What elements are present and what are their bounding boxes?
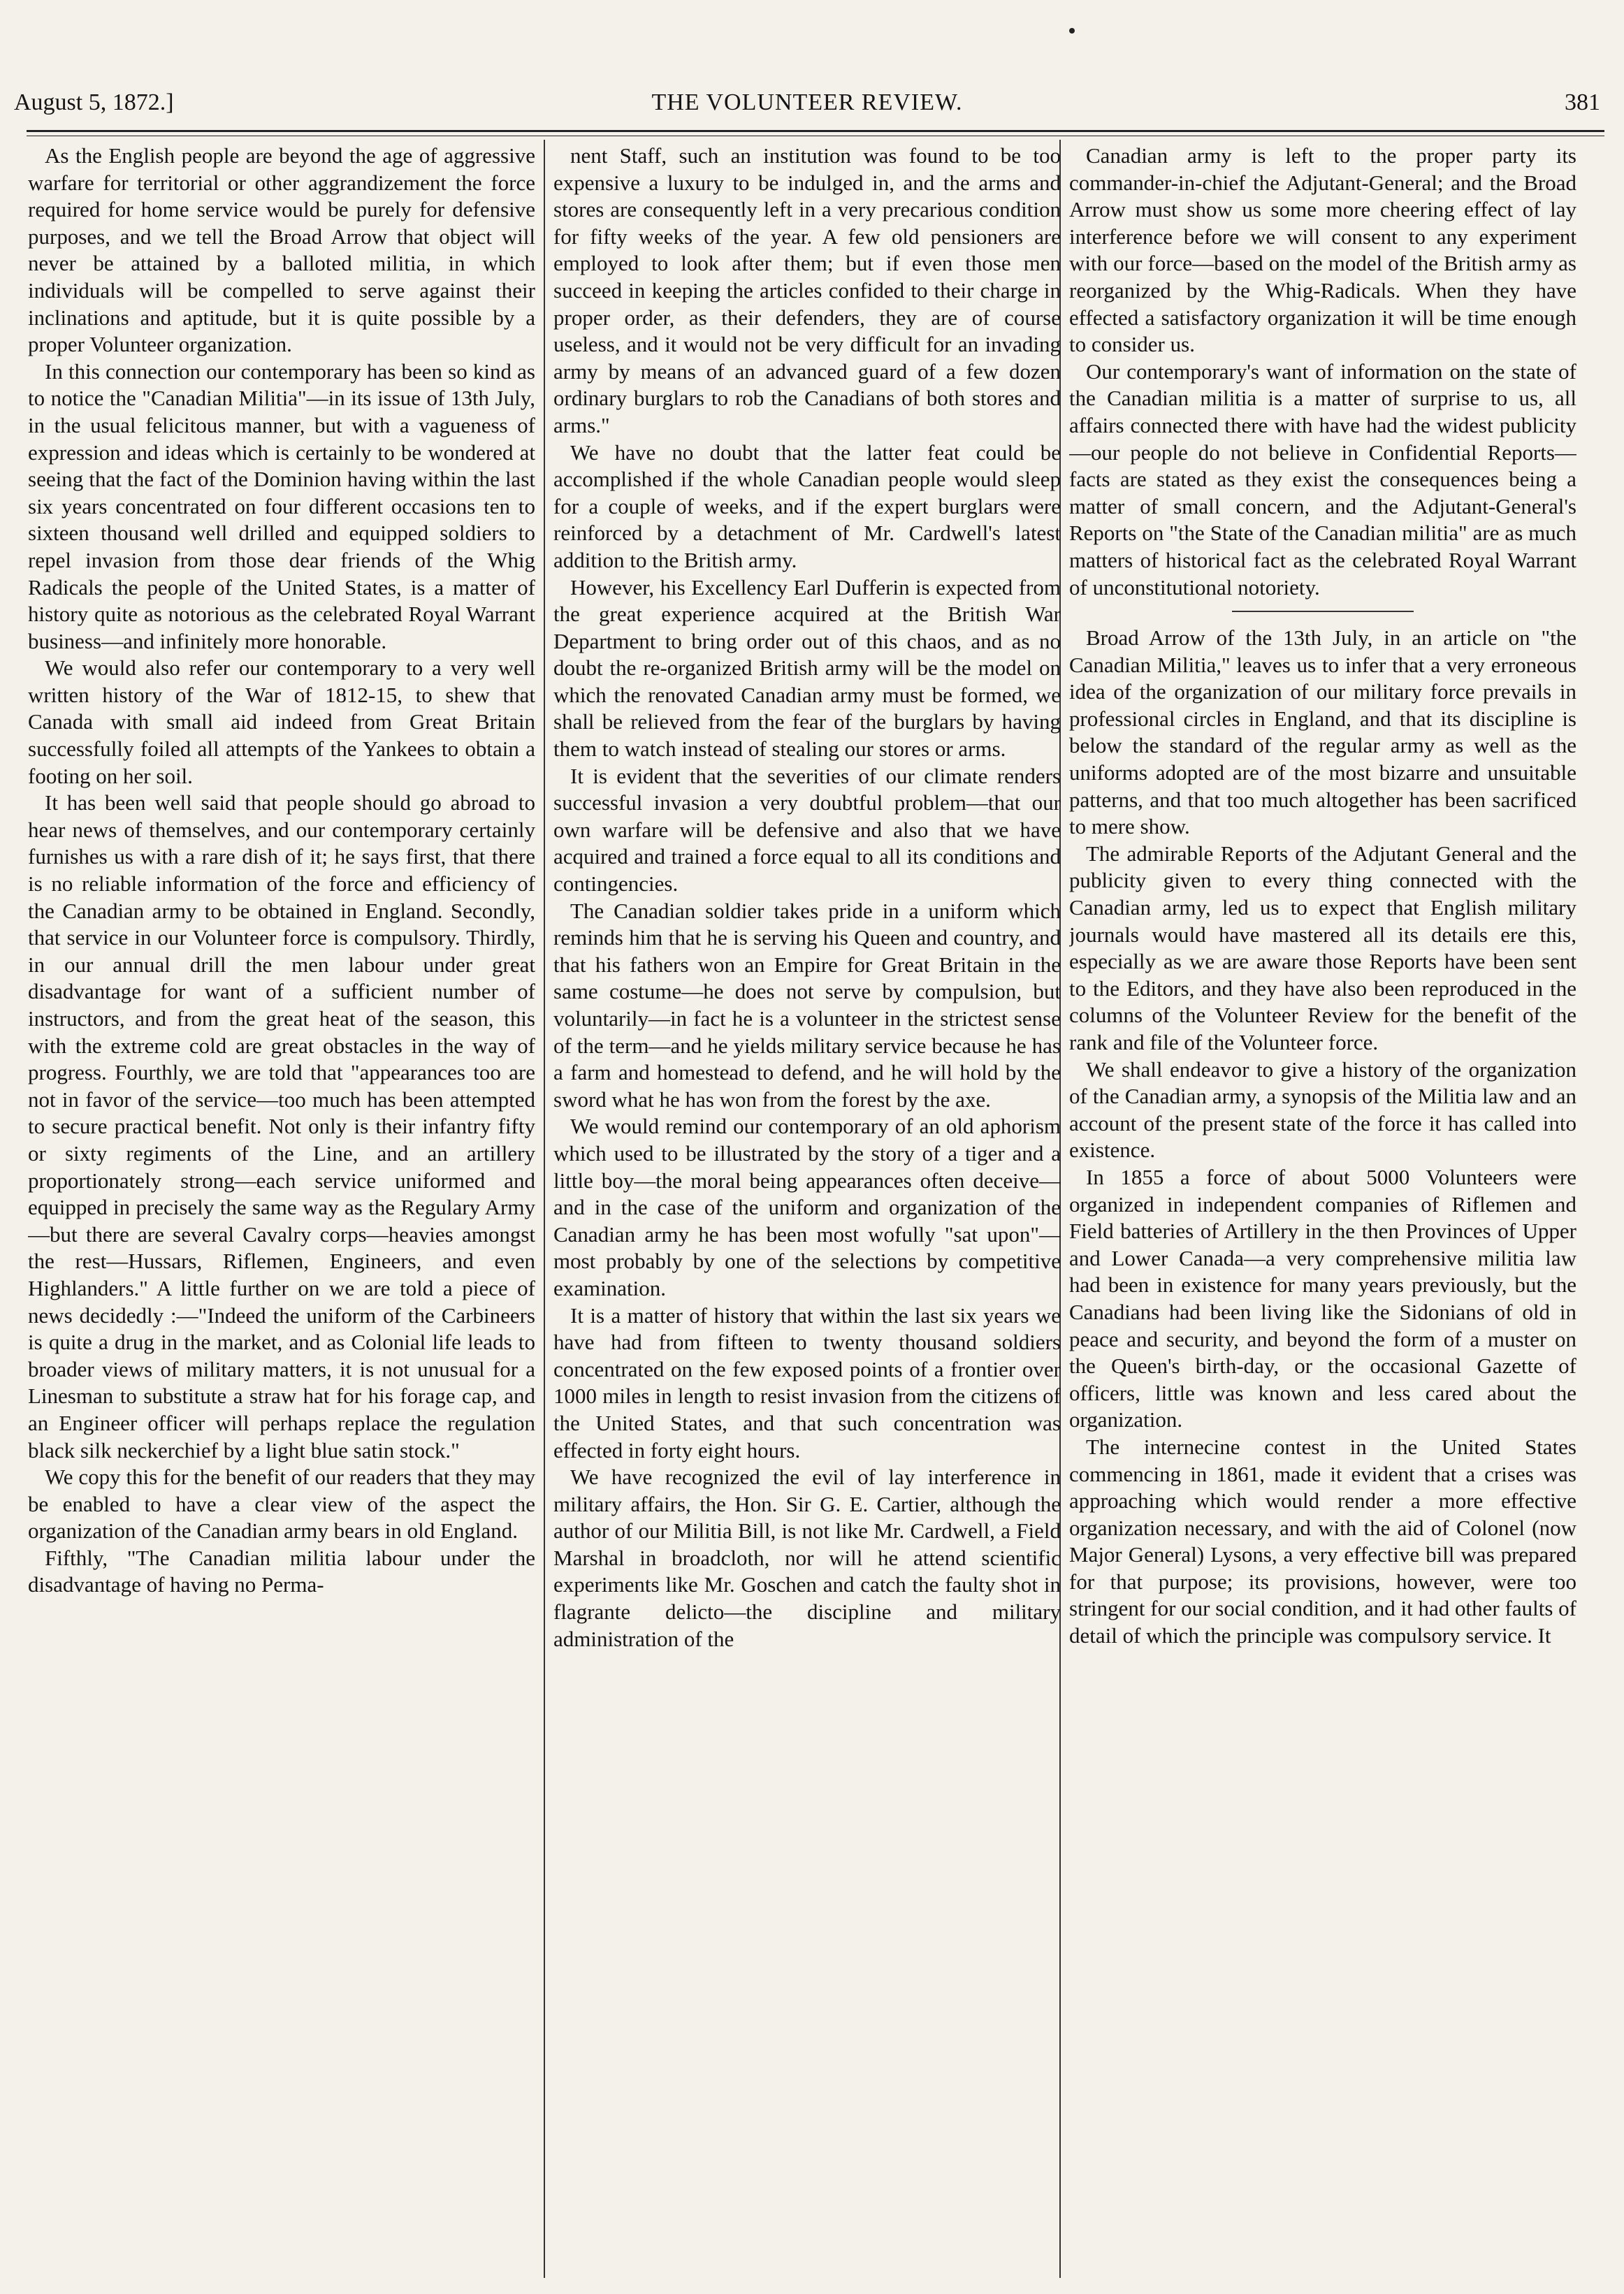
page-number: 381 (1565, 89, 1600, 115)
article-separator (1232, 611, 1414, 612)
column-divider (544, 140, 545, 2278)
ink-speck (1069, 28, 1075, 34)
publication-title: THE VOLUNTEER REVIEW. (651, 89, 963, 115)
article-paragraph: We have recognized the evil of lay interference in military affairs, the Hon. Sir G. E. Cartier, although the author of our Militia Bill, is not like Mr. Cardwell, a Field Marshal in broadcloth, nor will he attend scientific experiments like Mr. Goschen and catch the faulty shot in flagrante delicto—the discipline and military administration of the (553, 1465, 1061, 1651)
article-paragraph: As the English people are beyond the age of aggressive warfare for territorial or other aggrandizement the force required for home service would be purely for defensive purposes, and we tell the Broad Arrow that object will never be attained by a balloted militia, in which individuals will be compelled to serve against their inclinations and aptitude, but it is quite possible by a proper Volunteer organization. (28, 143, 535, 357)
page-header (14, 89, 1600, 131)
article-paragraph: In this connection our contemporary has been so kind as to notice the "Canadian Militia"—in its issue of 13th July, in the usual felicitous manner, but with a vagueness of expression and ideas which is certainly to be wondered at seeing that the fact of the Dominion having within the last six years concentrated on four different occasions ten to sixteen thousand well drilled and equipped soldiers to repel invasion from those dear friends of the Whig Radicals the people of the United States, is a matter of history quite as notorious as the celebrated Royal Warrant business—and infinitely more honorable. (28, 358, 535, 653)
article-paragraph: However, his Excellency Earl Dufferin is expected from the great experience acquired at the British War Department to bring order out of this chaos, and as no doubt the re-organized British army will be the model on which the renovated Canadian army must be formed, we shall be relieved from the fear of the burglars by having them to watch instead of stealing our stores or arms. (553, 574, 1061, 762)
issue-date: August 5, 1872.] (14, 89, 174, 115)
article-paragraph: It has been well said that people should go abroad to hear news of themselves, and our contemporary certainly furnishes us with a rare dish of it; he says first, that there is no reliable information of the force and efficiency of the Canadian army to be obtained in England. Secondly, that service in our Volunteer force is compulsory. Thirdly, in our annual drill the men labour under great disadvantage for want of a sufficient number of instructors, and from the great heat of the season, this with the extreme cold are great obstacles in the way of progress. Fourthly, we are told that "appearances too are not in favor of the service—too much has been attempted to secure practical benefit. Not only is their infantry fifty or sixty regiments of the Line, and an artillery proportionately strong—each service uniformed and equipped in precisely the same way as the Regulary Army—but there are several Cavalry corps—heavies amongst the rest—Hussars, Riflemen, Engineers, and even Highlanders." A little further on we are told a piece of news decidedly :—"Indeed the uniform of the Carbineers is quite a drug in the market, and as Colonial life leads to broader views of military matters, it is not unusual for a Linesman to substitute a straw hat for his forage cap, and an Engineer officer will perhaps replace the regulation black silk neckerchief by a light blue satin stock." (28, 790, 535, 1462)
article-paragraph: We would remind our contemporary of an old aphorism which used to be illustrated by the story of a tiger and a little boy—the moral being appearances often deceive—and in the case of the uniform and organization of the Canadian army he has been most wofully "sat upon"—most probably by one of the selections by competitive examination. (553, 1114, 1061, 1300)
header-rule (27, 130, 1604, 132)
article-paragraph: The Canadian soldier takes pride in a uniform which reminds him that he is serving his Queen and country, and that his fathers won an Empire for Great Britain in the same costume—he does not serve by compulsion, but voluntarily—in fact he is a volunteer in the strictest sense of the term—and he yields military service because he has a farm and homestead to defend, and he will hold by the sword what he has won from the forest by the axe. (553, 898, 1061, 1112)
article-paragraph: Broad Arrow of the 13th July, in an article on "the Canadian Militia," leaves us to infer that a very erroneous idea of the organization of our military force prevails in professional circles in England, and that its discipline is below the standard of the regular army as well as the uniforms adopted are of the most bizarre and unsuitable patterns, and that too much altogether has been sacrificed to mere show. (1069, 625, 1576, 839)
article-paragraph: We would also refer our contemporary to a very well written history of the War of 1812-15, to shew that Canada with small aid indeed from Great Britain successfully foiled all attempts of the Yankees to obtain a footing on her soil. (28, 655, 535, 788)
article-paragraph: Our contemporary's want of information on the state of the Canadian militia is a matter of surprise to us, all affairs connected there with have had the widest publicity—our people do not believe in Confidential Reports—facts are stated as they exist the consequences being a matter of small concern, and the Adjutant-General's Reports on "the State of the Canadian militia" are as much matters of historical fact as the celebrated Royal Warrant of unconstitutional notoriety. (1069, 358, 1576, 600)
article-paragraph: We copy this for the benefit of our readers that they may be enabled to have a clear view of the aspect the organization of the Canadian army bears in old England. (28, 1465, 535, 1544)
article-paragraph: In 1855 a force of about 5000 Volunteers were organized in independent companies of Riflemen and Field batteries of Artillery in the then Provinces of Upper and Lower Canada—a very comprehensive militia law had been in existence for many years previously, but the Canadians had been living like the Sidonians of old in peace and security, and beyond the form of a muster on the Queen's birth-day, or the occasional Gazette of officers, little was known and less cared about the organization. (1069, 1164, 1576, 1432)
article-paragraph: It is evident that the severities of our climate renders successful invasion a very doubtful problem—that our own warfare will be defensive and also that we have acquired and trained a force equal to all its conditions and contingencies. (553, 763, 1061, 896)
article-paragraph: The internecine contest in the United States commencing in 1861, made it evident that a crises was approaching which would render a more effective organization necessary, and with the aid of Colonel (now Major General) Lysons, a very effective bill was prepared for that purpose; its provisions, however, were too stringent for our social condition, and it had other faults of detail of which the principle was compulsory service. It (1069, 1434, 1576, 1648)
article-paragraph: It is a matter of history that within the last six years we have had from fifteen to twenty thousand soldiers concentrated on the few exposed points of a frontier over 1000 miles in length to resist invasion from the citizens of the United States, and that such concentration was effected in forty eight hours. (553, 1302, 1061, 1462)
column-3 (1069, 143, 1576, 2281)
article-paragraph: Canadian army is left to the proper party its commander-in-chief the Adjutant-General; and the Broad Arrow must show us some more cheering effect of lay interference before we will consent to any experiment with our force—based on the model of the British army as reorganized by the Whig-Radicals. When they have effected a satisfactory organization it will be time enough to consider us. (1069, 143, 1576, 357)
column-1 (28, 143, 535, 2281)
column-2 (553, 143, 1061, 2281)
article-paragraph: Fifthly, "The Canadian militia labour under the disadvantage of having no Perma- (28, 1545, 535, 1597)
article-paragraph: We shall endeavor to give a history of the organization of the Canadian army, a synopsis of the Militia law and an account of the present state of the force it has called into existence. (1069, 1057, 1576, 1163)
article-paragraph: nent Staff, such an institution was found to be too expensive a luxury to be indulged in, and the arms and stores are consequently left in a very precarious condition for fifty weeks of the year. A few old pensioners are employed to look after them; but if even those men succeed in keeping the articles confided to their charge in proper order, as their defenders, they are of course useless, and it would not be very difficult for an invading army by means of an advanced guard of a few dozen ordinary burglars to rob the Canadians of both stores and arms." (553, 143, 1061, 437)
article-paragraph: We have no doubt that the latter feat could be accomplished if the whole Canadian people would sleep for a couple of weeks, and if the expert burglars were reinforced by a detachment of Mr. Cardwell's latest addition to the British army. (553, 440, 1061, 572)
article-paragraph: The admirable Reports of the Adjutant General and the publicity given to every thing connected with the Canadian army, led us to expect that English military journals would have mastered all its details ere this, especially as we are aware those Reports have been sent to the Editors, and they have also been reproduced in the columns of the Volunteer Review for the benefit of the rank and file of the Volunteer force. (1069, 841, 1576, 1054)
